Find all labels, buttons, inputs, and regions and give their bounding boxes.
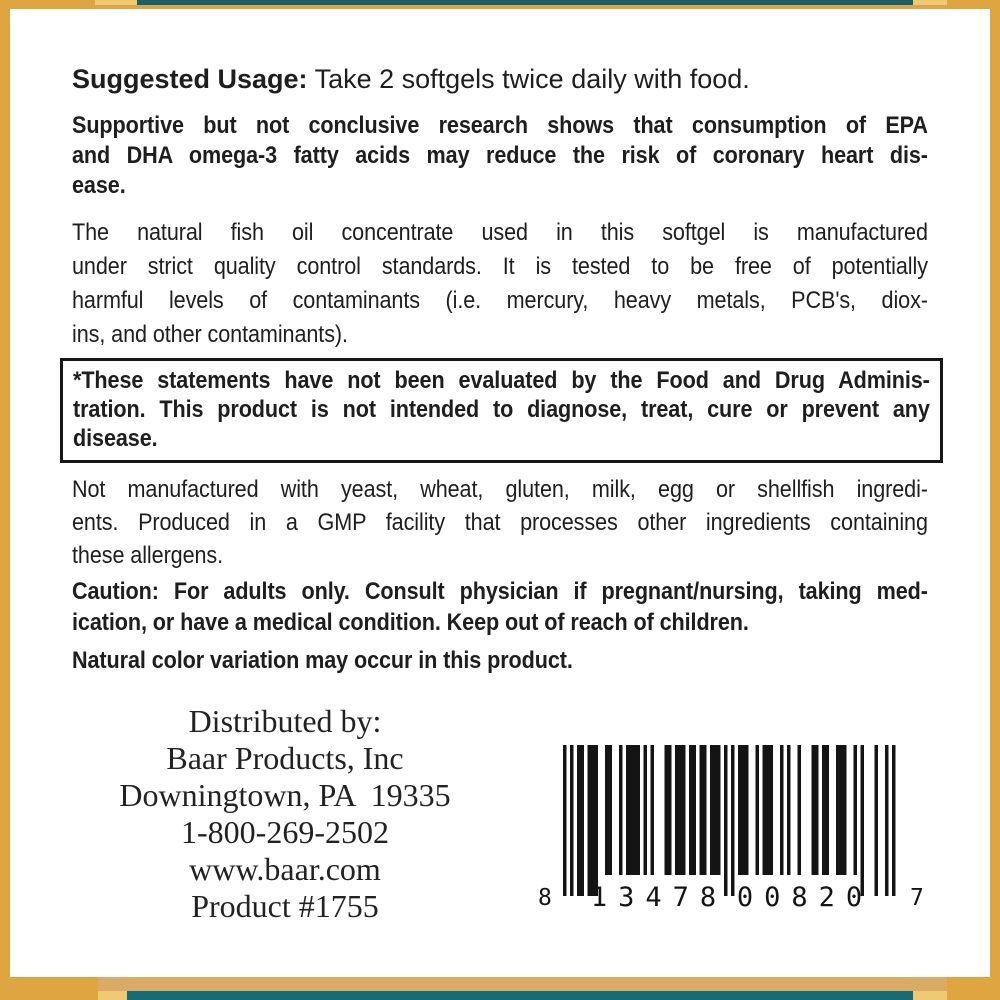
- frame-bottom-gold-highlight-right: [913, 991, 947, 1000]
- text-line: Natural color variation may occur in this product.: [72, 647, 573, 674]
- text-line: *These statements have not been evaluated by the Food and Drug Adminis-: [73, 367, 930, 394]
- text-line: Distributed by:: [188, 703, 382, 739]
- barcode-digits-group1: 13478: [590, 882, 728, 909]
- fda-disclaimer-box: [60, 358, 943, 463]
- frame-bottom-gold-corner-left: [0, 977, 98, 1000]
- text-line: Product #1755: [191, 888, 379, 924]
- text-line: 1-800-269-2502: [181, 814, 389, 850]
- quality-control-paragraph: [72, 216, 928, 352]
- text-line: tration. This product is not intended to diagnose, treat, cure or prevent any: [73, 396, 930, 423]
- distributor-address-block: [70, 703, 500, 925]
- text-line: ication, or have a medical condition. Keep out of reach of children.: [72, 609, 749, 636]
- text-line: ents. Produced in a GMP facility that processes other ingredients containing: [72, 509, 928, 536]
- text-line: ease.: [72, 172, 126, 199]
- frame-right-gold: [990, 0, 1000, 1000]
- allergen-statement-paragraph: [72, 473, 928, 572]
- frame-bottom-gold-corner-right: [947, 977, 1000, 1000]
- caution-paragraph: [72, 576, 928, 638]
- text-line: harmful levels of contaminants (i.e. mercury, heavy metals, PCB's, diox-: [72, 287, 928, 314]
- text-line: Downingtown, PA 19335: [119, 777, 451, 813]
- text-line: these allergens.: [72, 542, 224, 569]
- color-variation-note: [72, 646, 928, 676]
- text-line: under strict quality control standards. It is tested to be free of potentially: [72, 253, 928, 280]
- text-line: www.baar.com: [189, 851, 381, 887]
- frame-bottom-gold-highlight-left: [98, 991, 127, 1000]
- upc-barcode: [535, 745, 939, 909]
- fda-disclaimer-text: [73, 366, 930, 453]
- suggested-usage-line: [72, 64, 750, 95]
- heart-health-claim-paragraph: [72, 111, 928, 201]
- suggested-usage-label: Suggested Usage:: [72, 64, 308, 94]
- frame-top-gold-highlight-left: [95, 0, 137, 5]
- text-line: and DHA omega-3 fatty acids may reduce the risk of coronary heart dis-: [72, 142, 928, 169]
- barcode-digit-left: 8: [538, 885, 552, 909]
- suggested-usage-text: Take 2 softgels twice daily with food.: [307, 64, 750, 94]
- frame-top-gold-highlight-right: [913, 0, 947, 5]
- frame-top-teal-strip: [137, 0, 913, 5]
- text-line: Caution: For adults only. Consult physician if pregnant/nursing, taking med-: [72, 578, 928, 605]
- barcode-digit-right: 7: [910, 885, 924, 909]
- text-line: The natural fish oil concentrate used in this softgel is manufactured: [72, 219, 928, 246]
- frame-left-gold: [0, 0, 10, 1000]
- frame-bottom-teal-strip: [127, 991, 913, 1000]
- barcode-digits-group2: 00820: [736, 882, 874, 909]
- text-line: Not manufactured with yeast, wheat, gluten, milk, egg or shellfish ingredi-: [72, 476, 928, 503]
- text-line: disease.: [73, 425, 158, 452]
- text-line: ins, and other contaminants).: [72, 321, 348, 348]
- text-line: Baar Products, Inc: [166, 740, 404, 776]
- text-line: Supportive but not conclusive research shows that consumption of EPA: [72, 112, 928, 139]
